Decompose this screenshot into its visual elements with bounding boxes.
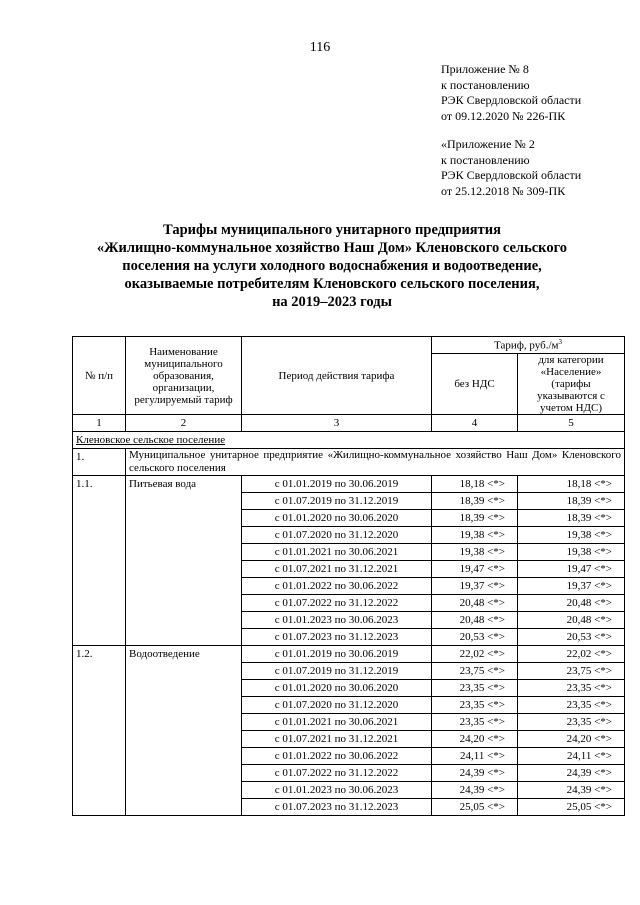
period-cell: с 01.01.2019 по 30.06.2019 — [242, 476, 432, 493]
title-line: на 2019–2023 годы — [272, 294, 392, 310]
no-vat-cell: 20,53 <*> — [432, 629, 518, 646]
population-cell: 19,47 <*> — [518, 561, 625, 578]
period-cell: с 01.07.2019 по 31.12.2019 — [242, 493, 432, 510]
population-cell: 20,48 <*> — [518, 595, 625, 612]
title-line: оказываемые потребителям Кленовского сельского поселения, — [124, 276, 540, 292]
appendix-line: Приложение № 8 — [441, 62, 529, 76]
no-vat-cell: 18,39 <*> — [432, 510, 518, 527]
no-vat-cell: 24,20 <*> — [432, 731, 518, 748]
period-cell: с 01.01.2023 по 30.06.2023 — [242, 782, 432, 799]
appendix-line: РЭК Свердловской области — [441, 168, 582, 182]
no-vat-cell: 23,35 <*> — [432, 714, 518, 731]
col-number: 5 — [518, 415, 625, 432]
no-vat-cell: 18,18 <*> — [432, 476, 518, 493]
population-cell: 24,39 <*> — [518, 765, 625, 782]
no-vat-cell: 19,38 <*> — [432, 527, 518, 544]
population-cell: 23,35 <*> — [518, 680, 625, 697]
header-tariff — [432, 337, 625, 354]
title-line: «Жилищно-коммунальное хозяйство Наш Дом» Кленовского сельского — [96, 240, 568, 256]
population-cell: 24,20 <*> — [518, 731, 625, 748]
col-number: 3 — [242, 415, 432, 432]
population-cell: 25,05 <*> — [518, 799, 625, 816]
header-tariff-sup: 3 — [558, 338, 562, 347]
title-line: поселения на услуги холодного водоснабжения и водоотведение, — [122, 258, 542, 274]
population-cell: 18,18 <*> — [518, 476, 625, 493]
org-num: 1. — [73, 449, 126, 476]
period-cell: с 01.07.2021 по 31.12.2021 — [242, 731, 432, 748]
population-cell: 23,75 <*> — [518, 663, 625, 680]
title-line: Тарифы муниципального унитарного предприятия — [163, 222, 501, 238]
appendix-line: РЭК Свердловской области — [441, 93, 582, 107]
header-num: № п/п — [73, 337, 126, 415]
population-cell: 18,39 <*> — [518, 510, 625, 527]
no-vat-cell: 24,11 <*> — [432, 748, 518, 765]
table-row — [73, 476, 625, 493]
section-heading: Кленовское сельское поселение — [73, 432, 625, 449]
population-cell: 24,39 <*> — [518, 782, 625, 799]
no-vat-cell: 19,38 <*> — [432, 544, 518, 561]
population-cell: 23,35 <*> — [518, 697, 625, 714]
table-row — [73, 646, 625, 663]
period-cell: с 01.01.2020 по 30.06.2020 — [242, 510, 432, 527]
no-vat-cell: 18,39 <*> — [432, 493, 518, 510]
period-cell: с 01.01.2023 по 30.06.2023 — [242, 612, 432, 629]
no-vat-cell: 20,48 <*> — [432, 595, 518, 612]
no-vat-cell: 24,39 <*> — [432, 782, 518, 799]
period-cell: с 01.07.2019 по 31.12.2019 — [242, 663, 432, 680]
period-cell: с 01.01.2020 по 30.06.2020 — [242, 680, 432, 697]
population-cell: 24,11 <*> — [518, 748, 625, 765]
period-cell: с 01.07.2020 по 31.12.2020 — [242, 527, 432, 544]
group-name: Питьевая вода — [126, 476, 242, 646]
header-tariff-unit: Тариф, руб./м — [494, 339, 559, 352]
no-vat-cell: 23,35 <*> — [432, 680, 518, 697]
period-cell: с 01.07.2022 по 31.12.2022 — [242, 765, 432, 782]
population-cell: 22,02 <*> — [518, 646, 625, 663]
period-cell: с 01.07.2020 по 31.12.2020 — [242, 697, 432, 714]
page-number: 116 — [309, 40, 331, 55]
document-title — [40, 221, 624, 311]
header-period: Период действия тарифа — [242, 337, 432, 415]
appendix-block-1 — [441, 62, 581, 124]
population-cell: 20,53 <*> — [518, 629, 625, 646]
col-number: 2 — [126, 415, 242, 432]
period-cell: с 01.07.2023 по 31.12.2023 — [242, 629, 432, 646]
no-vat-cell: 19,47 <*> — [432, 561, 518, 578]
period-cell: с 01.01.2021 по 30.06.2021 — [242, 714, 432, 731]
header-name: Наименование муниципального образования, организации, регулируемый тариф — [126, 337, 242, 415]
appendix-block-2 — [441, 137, 581, 199]
appendix-line: «Приложение № 2 — [441, 137, 535, 151]
appendix-line: от 09.12.2020 № 226-ПК — [441, 108, 566, 123]
no-vat-cell: 19,37 <*> — [432, 578, 518, 595]
tariff-table — [72, 336, 625, 816]
period-cell: с 01.01.2022 по 30.06.2022 — [242, 578, 432, 595]
population-cell: 20,48 <*> — [518, 612, 625, 629]
period-cell: с 01.01.2022 по 30.06.2022 — [242, 748, 432, 765]
appendix-line: от 25.12.2018 № 309-ПК — [441, 183, 566, 198]
no-vat-cell: 23,75 <*> — [432, 663, 518, 680]
period-cell: с 01.01.2019 по 30.06.2019 — [242, 646, 432, 663]
appendix-line: к постановлению — [441, 152, 530, 167]
header-no-vat: без НДС — [432, 354, 518, 415]
header-population: для категории «Население» (тарифы указываются с учетом НДС) — [518, 354, 625, 415]
period-cell: с 01.07.2023 по 31.12.2023 — [242, 799, 432, 816]
no-vat-cell: 22,02 <*> — [432, 646, 518, 663]
period-cell: с 01.07.2022 по 31.12.2022 — [242, 595, 432, 612]
col-number: 1 — [73, 415, 126, 432]
population-cell: 23,35 <*> — [518, 714, 625, 731]
no-vat-cell: 23,35 <*> — [432, 697, 518, 714]
population-cell: 19,37 <*> — [518, 578, 625, 595]
appendix-line: к постановлению — [441, 77, 530, 92]
no-vat-cell: 20,48 <*> — [432, 612, 518, 629]
period-cell: с 01.07.2021 по 31.12.2021 — [242, 561, 432, 578]
group-num: 1.1. — [73, 476, 126, 646]
population-cell: 18,39 <*> — [518, 493, 625, 510]
no-vat-cell: 24,39 <*> — [432, 765, 518, 782]
period-cell: с 01.01.2021 по 30.06.2021 — [242, 544, 432, 561]
population-cell: 19,38 <*> — [518, 527, 625, 544]
group-name: Водоотведение — [126, 646, 242, 816]
population-cell: 19,38 <*> — [518, 544, 625, 561]
col-number: 4 — [432, 415, 518, 432]
org-name: Муниципальное унитарное предприятие «Жилищно-коммунальное хозяйство Наш Дом» Кленовского сельского поселения — [126, 449, 625, 476]
group-num: 1.2. — [73, 646, 126, 816]
no-vat-cell: 25,05 <*> — [432, 799, 518, 816]
